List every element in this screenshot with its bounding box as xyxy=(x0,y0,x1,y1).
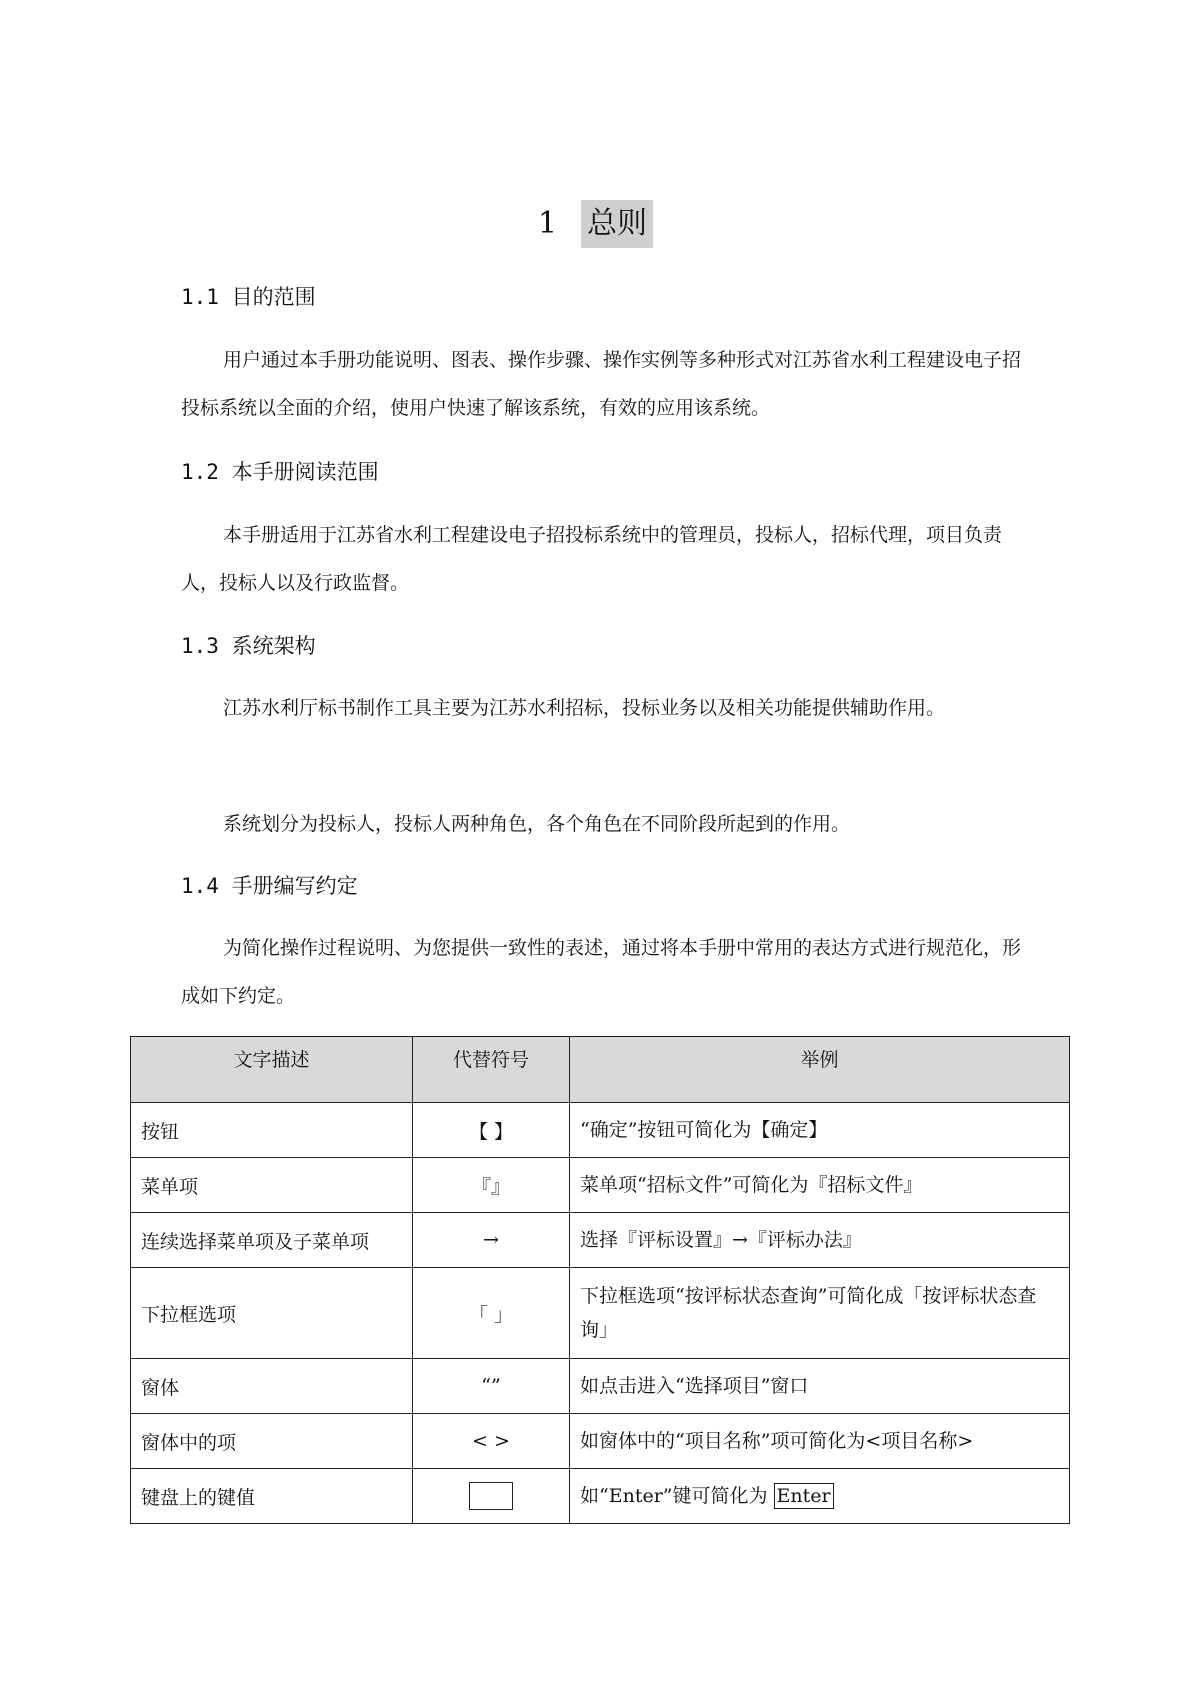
table-cell-description: 窗体中的项 xyxy=(131,1414,413,1469)
table-cell-symbol: 【 】 xyxy=(413,1103,570,1158)
table-header: 文字描述 xyxy=(131,1037,413,1103)
table-cell-example xyxy=(570,1469,1070,1524)
conventions-table xyxy=(130,1036,1070,1524)
table-cell-description: 菜单项 xyxy=(131,1158,413,1213)
section-paragraph: 系统划分为投标人，投标人两种角色，各个角色在不同阶段所起到的作用。 xyxy=(223,813,851,835)
table-header: 举例 xyxy=(570,1037,1070,1103)
table-row xyxy=(131,1469,1070,1524)
table-cell-example: 菜单项“招标文件”可简化为『招标文件』 xyxy=(570,1158,1070,1213)
section-heading-1-2 xyxy=(181,457,379,487)
table-cell-example: 如窗体中的“项目名称”项可简化为<项目名称> xyxy=(570,1414,1070,1469)
key-label: Enter xyxy=(774,1483,834,1509)
table-header-row xyxy=(131,1037,1070,1103)
table-cell-description: 窗体 xyxy=(131,1359,413,1414)
table-cell-symbol: 『』 xyxy=(413,1158,570,1213)
table-row xyxy=(131,1213,1070,1268)
table-row xyxy=(131,1103,1070,1158)
table-cell-example: 下拉框选项“按评标状态查询”可简化成「按评标状态查询」 xyxy=(570,1268,1070,1359)
table-cell-symbol xyxy=(413,1469,570,1524)
table-header: 代替符号 xyxy=(413,1037,570,1103)
section-paragraph: 本手册适用于江苏省水利工程建设电子招投标系统中的管理员，投标人，招标代理，项目负责人，投标人以及行政监督。 xyxy=(181,524,1003,594)
chapter-title xyxy=(0,200,1191,248)
table-cell-symbol: → xyxy=(413,1213,570,1268)
table-cell-symbol: 「 」 xyxy=(413,1268,570,1359)
table-cell-symbol: “” xyxy=(413,1359,570,1414)
example-text: 如“Enter”键可简化为 xyxy=(580,1485,774,1507)
table-row xyxy=(131,1359,1070,1414)
table-cell-description: 下拉框选项 xyxy=(131,1268,413,1359)
chapter-number: 1 xyxy=(537,206,558,241)
section-title: 手册编写约定 xyxy=(231,874,358,898)
section-heading-1-3 xyxy=(181,631,316,661)
table-cell-example: 选择『评标设置』→『评标办法』 xyxy=(570,1213,1070,1268)
table-row xyxy=(131,1268,1070,1359)
table-row xyxy=(131,1158,1070,1213)
section-title: 本手册阅读范围 xyxy=(231,460,379,484)
section-title: 系统架构 xyxy=(231,634,316,658)
section-title: 目的范围 xyxy=(231,285,316,309)
key-box-icon xyxy=(469,1482,513,1510)
table-cell-description: 按钮 xyxy=(131,1103,413,1158)
section-paragraph: 用户通过本手册功能说明、图表、操作步骤、操作实例等多种形式对江苏省水利工程建设电子招投标系统以全面的介绍，使用户快速了解该系统，有效的应用该系统。 xyxy=(181,349,1022,419)
section-number: 1.4 xyxy=(181,874,219,898)
section-number: 1.1 xyxy=(181,285,219,309)
section-heading-1-4 xyxy=(181,871,358,901)
section-paragraph: 江苏水利厅标书制作工具主要为江苏水利招标，投标业务以及相关功能提供辅助作用。 xyxy=(223,697,946,719)
table-cell-example: 如点击进入“选择项目”窗口 xyxy=(570,1359,1070,1414)
section-number: 1.3 xyxy=(181,634,219,658)
section-paragraph: 为简化操作过程说明、为您提供一致性的表述，通过将本手册中常用的表达方式进行规范化，形成如下约定。 xyxy=(181,937,1022,1007)
chapter-name: 总则 xyxy=(581,200,653,248)
section-number: 1.2 xyxy=(181,460,219,484)
table-row xyxy=(131,1414,1070,1469)
table-cell-description: 键盘上的键值 xyxy=(131,1469,413,1524)
table-cell-description: 连续选择菜单项及子菜单项 xyxy=(131,1213,413,1268)
section-heading-1-1 xyxy=(181,282,316,312)
table-cell-symbol: < > xyxy=(413,1414,570,1469)
table-cell-example: “确定”按钮可简化为【确定】 xyxy=(570,1103,1070,1158)
